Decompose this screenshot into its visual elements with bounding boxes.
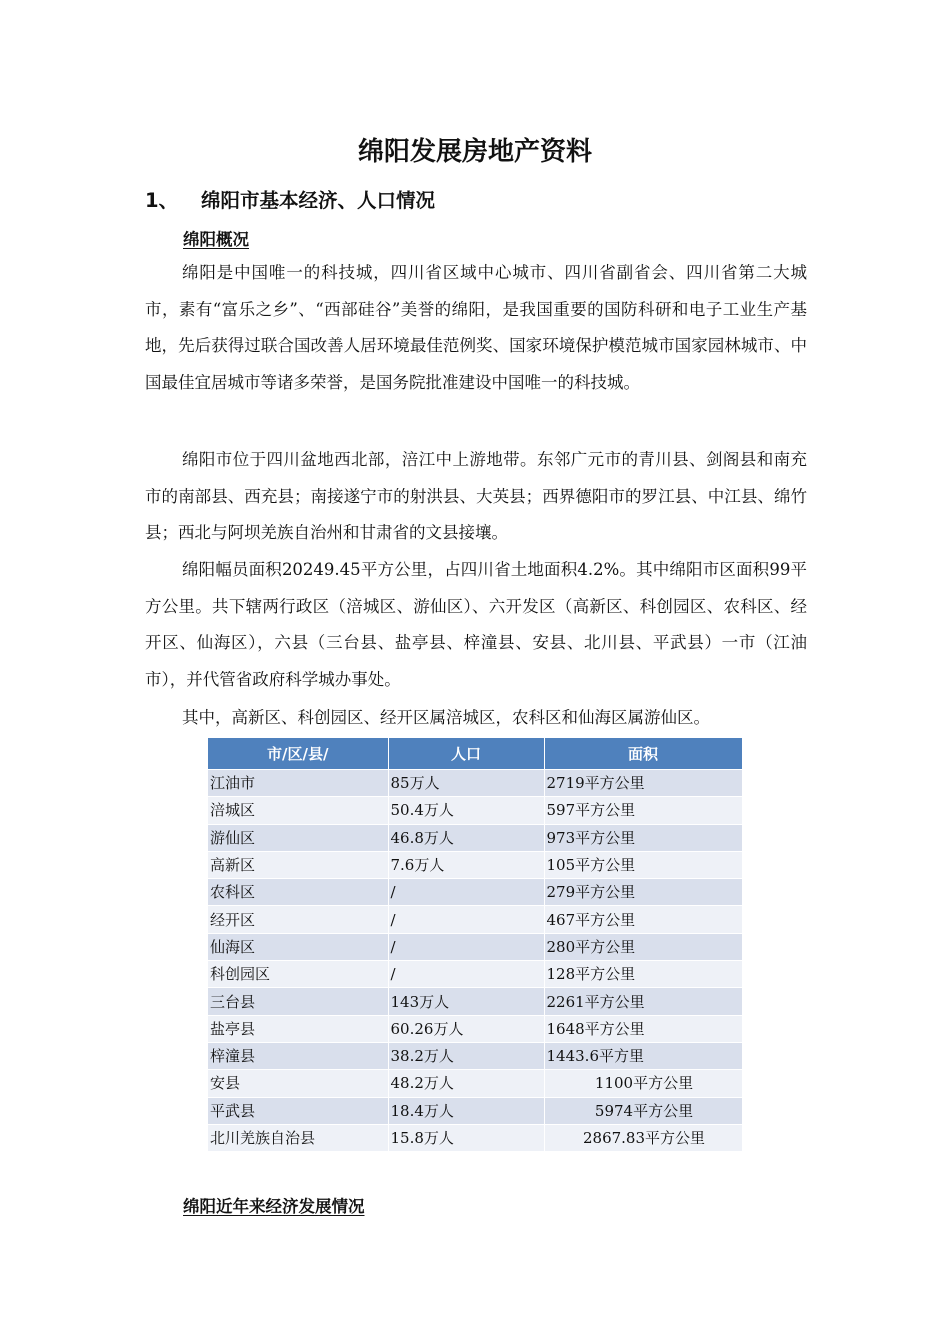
cell-area: 597平方公里 <box>544 797 742 824</box>
cell-region: 梓潼县 <box>208 1042 388 1069</box>
cell-area: 973平方公里 <box>544 824 742 851</box>
cell-population: / <box>388 961 544 988</box>
cell-area: 279平方公里 <box>544 879 742 906</box>
cell-population: 7.6万人 <box>388 851 544 878</box>
cell-area: 467平方公里 <box>544 906 742 933</box>
table-row <box>208 1124 742 1151</box>
column-header-region: 市/区/县/ <box>208 738 388 770</box>
cell-region: 盐亭县 <box>208 1015 388 1042</box>
table-row <box>208 824 742 851</box>
table-header-row <box>208 738 742 770</box>
cell-population: 85万人 <box>388 770 544 797</box>
paragraph-districts: 其中，高新区、科创园区、经开区属涪城区，农科区和仙海区属游仙区。 <box>182 708 710 727</box>
table-row <box>208 1070 742 1097</box>
cell-area: 5974平方公里 <box>544 1097 742 1124</box>
cell-area: 105平方公里 <box>544 851 742 878</box>
column-header-population: 人口 <box>388 738 544 770</box>
column-header-area: 面积 <box>544 738 742 770</box>
cell-region: 安县 <box>208 1070 388 1097</box>
cell-region: 游仙区 <box>208 824 388 851</box>
table-row <box>208 1015 742 1042</box>
cell-area: 128平方公里 <box>544 961 742 988</box>
table-row <box>208 906 742 933</box>
table-row <box>208 879 742 906</box>
cell-population: 48.2万人 <box>388 1070 544 1097</box>
table-row <box>208 770 742 797</box>
table-row <box>208 851 742 878</box>
cell-population: 50.4万人 <box>388 797 544 824</box>
cell-area: 280平方公里 <box>544 933 742 960</box>
paragraph-area: 绵阳幅员面积20249.45平方公里，占四川省土地面积4.2%。其中绵阳市区面积99平方公里。共下辖两行政区（涪城区、游仙区）、六开发区（高新区、科创园区、农科区、经开区、仙海区），六县（三台县、盐亭县、梓潼县、安县、北川县、平武县）一市（江油市），并代管省政府科学城办事处。 <box>145 560 807 689</box>
cell-region: 平武县 <box>208 1097 388 1124</box>
cell-population: / <box>388 906 544 933</box>
cell-area: 1100平方公里 <box>544 1070 742 1097</box>
cell-region: 高新区 <box>208 851 388 878</box>
cell-population: / <box>388 879 544 906</box>
paragraph-location: 绵阳市位于四川盆地西北部，涪江中上游地带。东邻广元市的青川县、剑阁县和南充市的南部县、西充县；南接遂宁市的射洪县、大英县；西界德阳市的罗江县、中江县、绵竹县；西北与阿坝羌族自治州和甘肃省的文县接壤。 <box>145 450 807 542</box>
cell-population: 15.8万人 <box>388 1124 544 1151</box>
paragraph-intro: 绵阳是中国唯一的科技城，四川省区域中心城市、四川省副省会、四川省第二大城市，素有“富乐之乡”、“西部硅谷”美誉的绵阳，是我国重要的国防科研和电子工业生产基地，先后获得过联合国改善人居环境最佳范例奖、国家环境保护模范城市国家园林城市、中国最佳宜居城市等诸多荣誉，是国务院批准建设中国唯一的科技城。 <box>145 263 807 392</box>
section-number: 1、 <box>145 189 179 212</box>
cell-region: 经开区 <box>208 906 388 933</box>
cell-population: 46.8万人 <box>388 824 544 851</box>
cell-population: 18.4万人 <box>388 1097 544 1124</box>
page-title: 绵阳发展房地产资料 <box>357 137 592 167</box>
table-row <box>208 1097 742 1124</box>
cell-population: 60.26万人 <box>388 1015 544 1042</box>
cell-population: / <box>388 933 544 960</box>
cell-region: 三台县 <box>208 988 388 1015</box>
cell-area: 1443.6平方里 <box>544 1042 742 1069</box>
table-row <box>208 961 742 988</box>
population-area-table <box>208 738 743 1151</box>
cell-region: 江油市 <box>208 770 388 797</box>
subheading-economy: 绵阳近年来经济发展情况 <box>183 1197 365 1216</box>
cell-region: 涪城区 <box>208 797 388 824</box>
section-heading <box>145 186 435 216</box>
cell-area: 1648平方公里 <box>544 1015 742 1042</box>
cell-region: 农科区 <box>208 879 388 906</box>
cell-region: 仙海区 <box>208 933 388 960</box>
table-row <box>208 933 742 960</box>
table-row <box>208 1042 742 1069</box>
cell-area: 2261平方公里 <box>544 988 742 1015</box>
cell-area: 2719平方公里 <box>544 770 742 797</box>
cell-area: 2867.83平方公里 <box>544 1124 742 1151</box>
cell-population: 38.2万人 <box>388 1042 544 1069</box>
cell-region: 北川羌族自治县 <box>208 1124 388 1151</box>
table-row <box>208 797 742 824</box>
cell-region: 科创园区 <box>208 961 388 988</box>
section-title: 绵阳市基本经济、人口情况 <box>201 189 436 212</box>
subheading-overview: 绵阳概况 <box>183 230 249 249</box>
cell-population: 143万人 <box>388 988 544 1015</box>
table-row <box>208 988 742 1015</box>
